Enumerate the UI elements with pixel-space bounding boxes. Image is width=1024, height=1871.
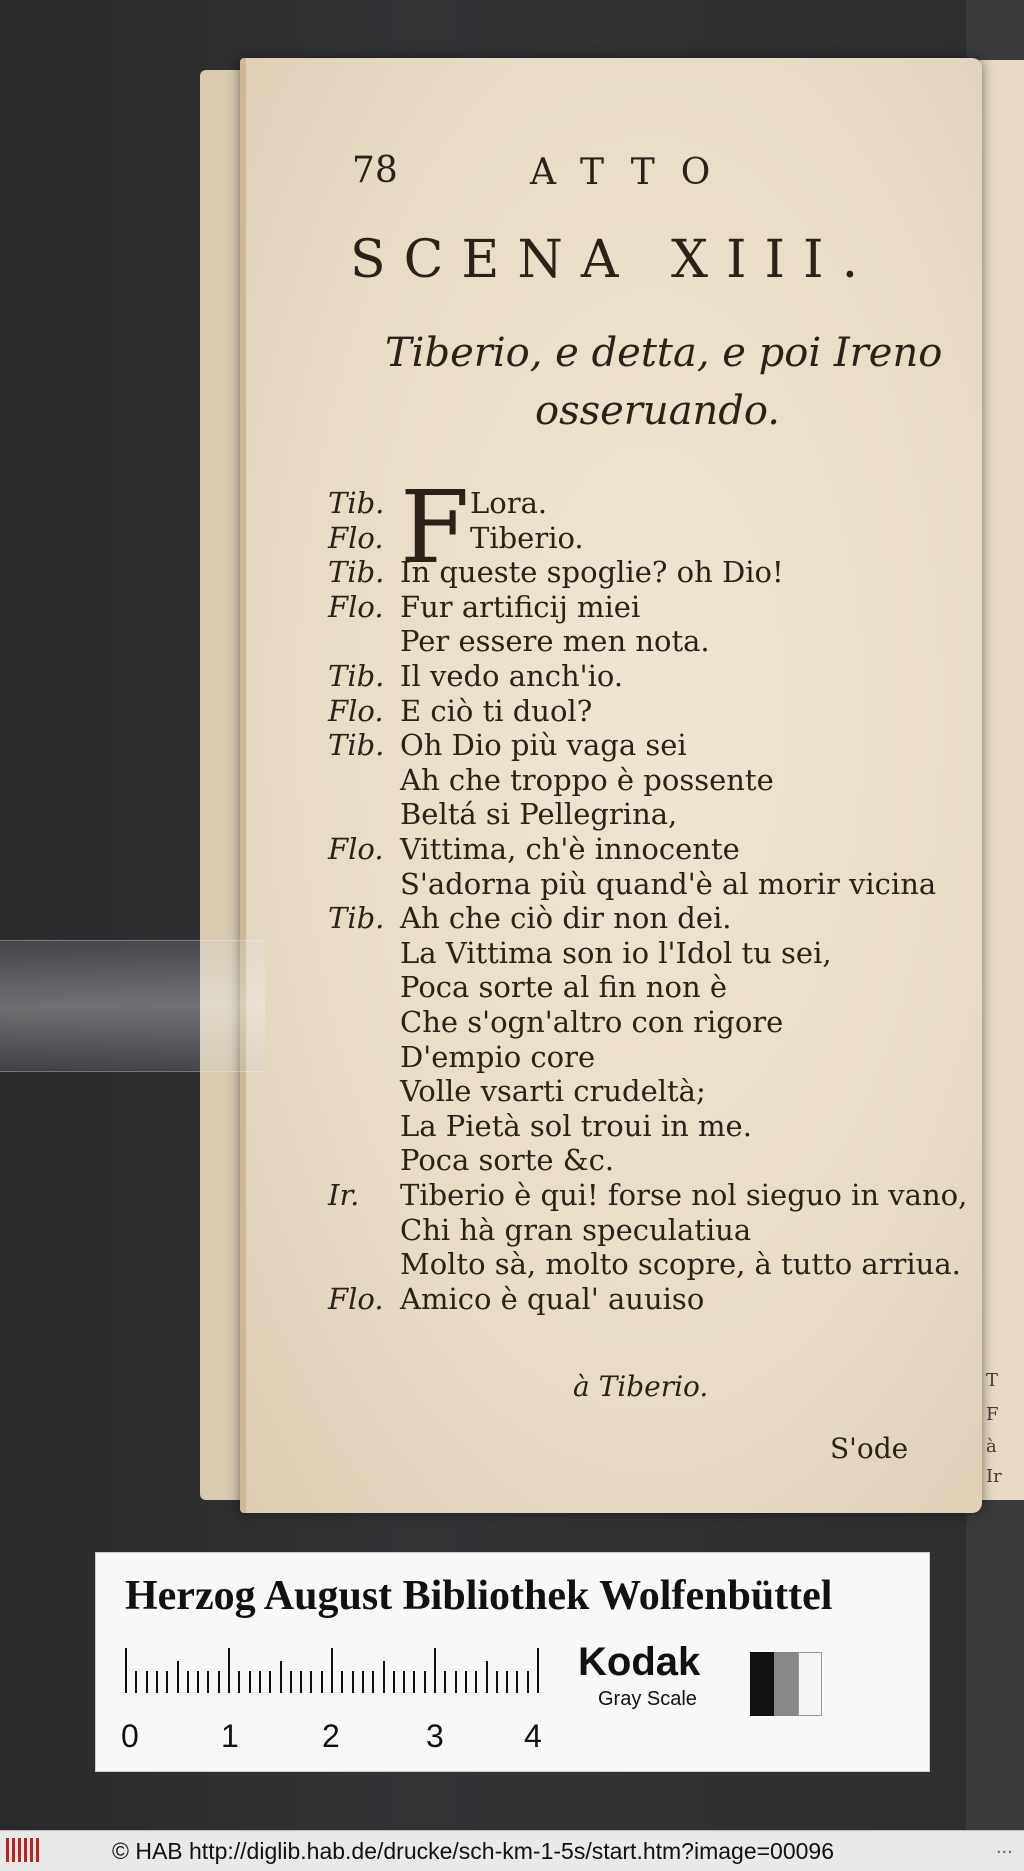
ruler-tick [506,1671,508,1693]
verse-text: Vittima, ch'è innocente [400,832,740,866]
speaker-label: Tib. [328,486,385,520]
ruler-tick [218,1671,220,1693]
ruler-tick [269,1671,271,1693]
next-page-fragment: Ir [986,1466,1002,1487]
ruler-tick [516,1671,518,1693]
stage-direction: à Tiberio. [573,1370,709,1403]
verse-text: La Vittima son io l'Idol tu sei, [400,935,832,970]
speaker-label: Tib. [328,555,385,590]
ruler-tick [166,1671,168,1693]
ruler-tick [146,1671,148,1693]
swatch-white [798,1652,822,1716]
ruler-tick [259,1671,261,1693]
next-page-fragment: F [986,1404,999,1425]
verse-text: Oh Dio più vaga sei [400,728,687,763]
ruler-tick [393,1671,395,1693]
verse-text: Poca sorte &c. [400,1143,615,1178]
ruler-tick [455,1671,457,1693]
kodak-logo: Kodak [578,1640,701,1684]
ruler-tick [537,1648,539,1693]
ruler-tick [156,1671,158,1693]
speaker-label: Tib. [328,728,385,763]
ruler-number: 4 [524,1718,542,1754]
ruler-number: 3 [426,1718,444,1754]
ruler-tick [125,1648,127,1693]
scene-heading-line1: Tiberio, e detta, e poi Ireno [385,330,943,376]
tape-strip [0,940,265,1072]
verse-text: S'adorna più quand'è al morir vicina [400,866,937,901]
next-page-fragment: à [986,1436,997,1457]
verse-text: La Pietà sol troui in me. [400,1108,752,1143]
ruler-tick [310,1671,312,1693]
ruler-tick [177,1661,179,1693]
ruler-tick [444,1671,446,1693]
verse-text: Chi hà gran speculatiua [400,1212,752,1247]
speaker-label: Tib. [328,901,385,936]
swatch-black [750,1652,774,1716]
ruler-number: 0 [121,1718,139,1754]
ruler-tick [187,1671,189,1693]
verse-text: Volle vsarti crudeltà; [400,1074,706,1109]
ruler-number: 2 [322,1718,340,1754]
ruler-number: 1 [221,1718,239,1754]
ruler-tick [280,1661,282,1693]
ruler-tick [362,1671,364,1693]
ruler-tick [321,1671,323,1693]
gray-swatches [750,1652,822,1716]
verse-text: Molto sà, molto scopre, à tutto arriua. [400,1247,961,1282]
ruler-tick [372,1671,374,1693]
speaker-label: Flo. [328,589,384,624]
ruler-tick [475,1671,477,1693]
next-page-fragment: T [986,1370,999,1391]
ruler [125,1648,545,1693]
ruler-tick [135,1671,137,1693]
ruler-tick [290,1671,292,1693]
ruler-tick [527,1671,529,1693]
swatch-gray [774,1652,798,1716]
speaker-label: Flo. [328,832,384,866]
verse-text: Ah che troppo è possente [400,762,774,797]
ruler-tick [197,1671,199,1693]
catchword: S'ode [830,1432,909,1465]
speaker-label: Ir. [328,1178,360,1212]
ruler-tick [465,1671,467,1693]
verse-text: Fur artificij miei [400,589,641,624]
ruler-tick [496,1671,498,1693]
ruler-tick [300,1671,302,1693]
verse-text: Tiberio. [470,520,584,555]
drop-cap: F [400,469,470,586]
page-number: 78 [352,150,398,191]
hab-logo-icon [6,1838,46,1862]
verse-text: Beltá si Pellegrina, [400,797,678,832]
ruler-tick [486,1661,488,1693]
library-name: Herzog August Bibliothek Wolfenbüttel [125,1573,833,1619]
ruler-tick [249,1671,251,1693]
speaker-label: Flo. [328,1281,384,1316]
ruler-tick [352,1671,354,1693]
verse-text: Ah che ciò dir non dei. [400,901,732,936]
ruler-tick [383,1661,385,1693]
ruler-tick [238,1671,240,1693]
scene-title: SCENA XIII. [350,230,877,290]
verse-text: Amico è qual' auuiso [400,1281,705,1316]
footer-menu-icon[interactable]: ... [996,1836,1013,1858]
scene-heading-line2: osseruando. [535,388,780,434]
speaker-label: Flo. [328,520,384,555]
verse-text: In queste spoglie? oh Dio! [400,555,784,590]
verse-text: Tiberio è qui! forse nol sieguo in vano, [400,1178,968,1212]
verse-text: D'empio core [400,1039,596,1074]
ruler-tick [331,1648,333,1693]
speaker-label: Flo. [328,693,384,728]
footer-link[interactable]: © HAB http://diglib.hab.de/drucke/sch-km-1-5s/start.htm?image=00096 [112,1838,834,1864]
verse-text: Che s'ogn'altro con rigore [400,1005,784,1039]
ruler-tick [207,1671,209,1693]
verse-text: Poca sorte al fin non è [400,970,728,1005]
running-head: ATTO [530,152,737,193]
ruler-tick [424,1671,426,1693]
verse-text: E ciò ti duol? [400,693,593,728]
gray-scale-label: Gray Scale [598,1688,697,1710]
verse-text: Il vedo anch'io. [400,659,624,693]
ruler-tick [228,1648,230,1693]
ruler-tick [413,1671,415,1693]
verse-text: Lora. [470,486,548,520]
ruler-tick [341,1671,343,1693]
verse-text: Per essere men nota. [400,624,710,659]
ruler-tick [403,1671,405,1693]
ruler-tick [434,1648,436,1693]
speaker-label: Tib. [328,659,385,693]
next-page-edge [978,60,1024,1500]
